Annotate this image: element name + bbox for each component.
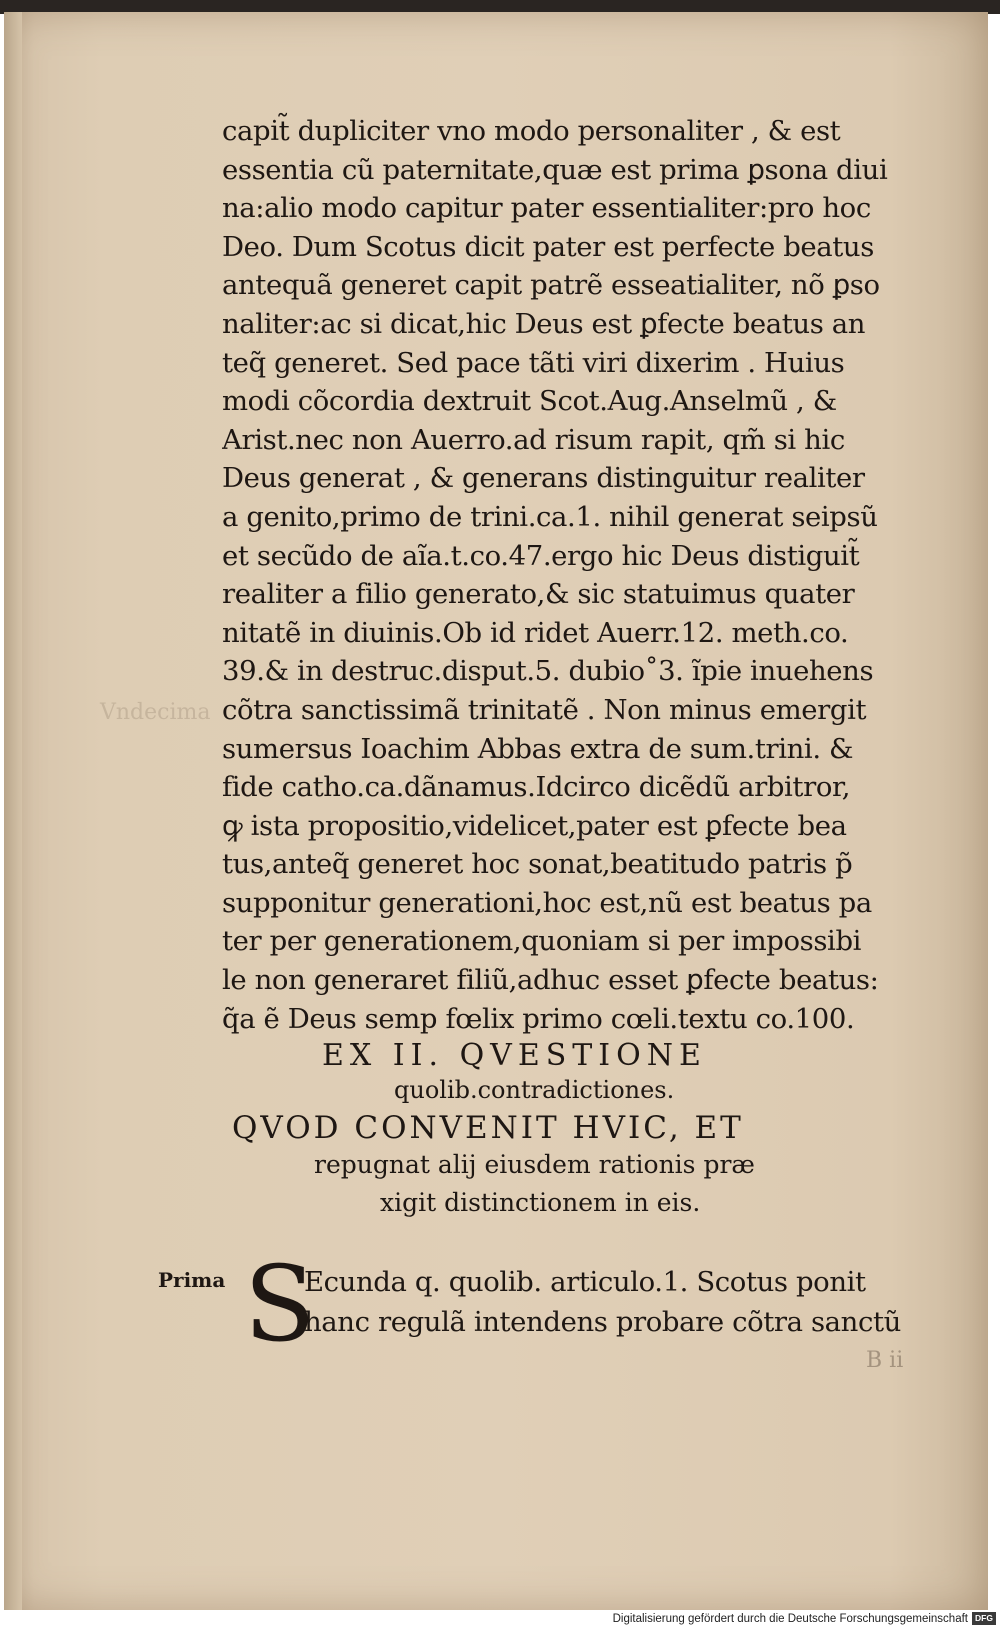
text-line: q̃a ẽ Deus semp fœlix primo cœli.textu co.100.: [222, 1002, 855, 1035]
text-line: nitatẽ in diuinis.Ob id ridet Auerr.12. meth.co.: [222, 616, 849, 649]
text-line: ꝙ ista propositio,videlicet,pater est ꝑfecte bea: [222, 809, 847, 842]
main-text-block: [222, 112, 922, 1038]
drop-cap-initial: S: [244, 1243, 316, 1365]
text-line: Arist.nec non Auerro.ad risum rapit, qm̃ si hic: [222, 423, 845, 456]
footer-credit: Digitalisierung gefördert durch die Deutsche Forschungsgemeinschaft: [612, 1613, 968, 1625]
signature-mark: B ii: [866, 1348, 904, 1373]
dfg-logo: DFG: [972, 1612, 996, 1625]
rule-heading: QVOD CONVENIT HVIC, ET: [232, 1110, 744, 1146]
text-line: et secũdo de aĩa.t.co.47.ergo hic Deus distiguit̃: [222, 539, 860, 572]
text-line: capit̃ dupliciter vno modo personaliter , & est: [222, 115, 841, 147]
text-line: tus,anteq̃ generet hoc sonat,beatitudo patris p̃: [222, 848, 853, 881]
footer-bar: [0, 1610, 1000, 1627]
text-line: Ecunda q. quolib. articulo.1. Scotus ponit: [304, 1266, 866, 1298]
text-line: sumersus Ioachim Abbas extra de sum.trini. &: [222, 732, 854, 765]
text-line: na:alio modo capitur pater essentialiter:pro hoc: [222, 192, 871, 225]
text-line: le non generaret filiũ,adhuc esset ꝑfecte beatus:: [222, 964, 879, 997]
text-line: essentia cũ paternitate,quæ est prima ꝑsona diui: [222, 153, 888, 186]
section-heading: EX II. QVESTIONE: [322, 1038, 707, 1073]
bleed-through-text: Vndecima: [100, 700, 211, 725]
rule-heading-line-2: repugnat alij eiusdem rationis præ: [314, 1150, 755, 1179]
marginal-note: Prima: [158, 1268, 226, 1292]
page-binding-edge: [4, 12, 22, 1610]
text-line: ter per generationem,quoniam si per impossibi: [222, 925, 862, 958]
text-line: naliter:ac si dicat,hic Deus est ꝑfecte beatus an: [222, 307, 866, 340]
section-subheading: quolib.contradictiones.: [394, 1076, 675, 1104]
text-line: Deus generat , & generans distinguitur realiter: [222, 462, 865, 495]
text-line: supponitur generationi,hoc est,nũ est beatus pa: [222, 886, 872, 919]
text-line: modi cõcordia dextruit Scot.Aug.Anselmũ , &: [222, 385, 837, 418]
text-line: hanc regulã intendens probare cõtra sanctũ: [304, 1306, 901, 1338]
text-line: antequã generet capit patrẽ esseatialiter, nõ ꝑso: [222, 269, 880, 302]
text-line: cõtra sanctissimã trinitatẽ . Non minus emergit: [222, 693, 867, 726]
text-line: fide catho.ca.dãnamus.Idcirco dicẽdũ arbitror,: [222, 771, 851, 804]
text-line: teq̃ generet. Sed pace tãti viri dixerim . Huius: [222, 346, 845, 379]
rule-heading-line-3: xigit distinctionem in eis.: [380, 1188, 701, 1217]
second-text-block: [304, 1262, 914, 1342]
text-line: realiter a filio generato,& sic statuimus quater: [222, 578, 855, 611]
text-line: Deo. Dum Scotus dicit pater est perfecte beatus: [222, 230, 874, 263]
text-line: 39.& in destruc.disput.5. dubio˚3. ĩpie inuehens: [222, 655, 874, 688]
text-line: a genito,primo de trini.ca.1. nihil generat seipsũ: [222, 500, 878, 533]
